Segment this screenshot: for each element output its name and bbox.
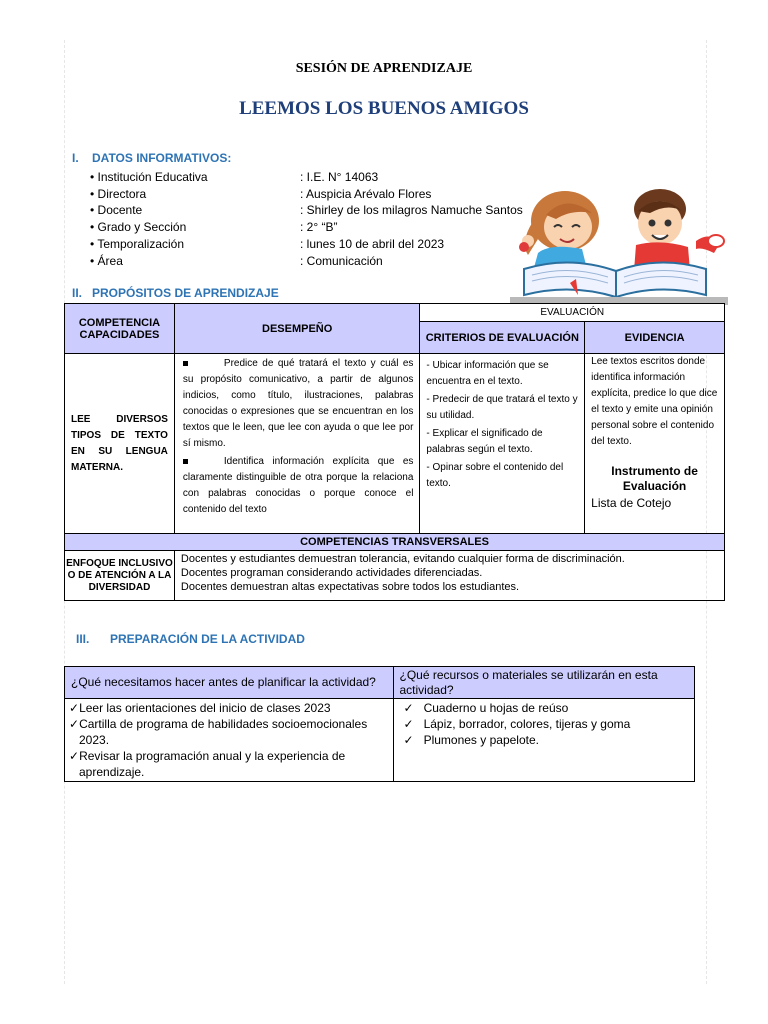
header-evaluacion: EVALUACIÓN xyxy=(420,304,725,322)
resource-item: ✓ Lápiz, borrador, colores, tijeras y goma xyxy=(403,717,631,731)
transversales-header: COMPETENCIAS TRANSVERSALES xyxy=(65,534,725,551)
instrumento-title: Instrumento de Evaluación xyxy=(611,464,698,493)
section-1-title: DATOS INFORMATIVOS: xyxy=(92,151,232,165)
desempeno-cell xyxy=(174,354,420,534)
info-value: : Auspicia Arévalo Flores xyxy=(300,187,432,201)
section-3-number: III. xyxy=(76,632,90,646)
desempeno-text: Predice de qué tratará el texto y cuál es su propósito comunicativo, a partir de algunos indicios, como título, ilustraciones, palabras conocidas o expresiones que se encuentran en los textos que le leen, que lee con ayuda o que lee por sí mismo. xyxy=(182,358,414,449)
resource-item: ✓ Plumones y papelote. xyxy=(403,733,539,747)
section-3-title: PREPARACIÓN DE LA ACTIVIDAD xyxy=(110,632,305,646)
resource-item: ✓ Cuaderno u hojas de reúso xyxy=(403,701,569,715)
lesson-title: LEEMOS LOS BUENOS AMIGOS xyxy=(239,98,529,119)
section-3-heading xyxy=(76,632,305,646)
info-label: • Institución Educativa xyxy=(90,170,208,184)
enfoque-item: Docentes y estudiantes demuestran tolerancia, evitando cualquier forma de discriminación. xyxy=(180,553,625,565)
info-label: • Docente xyxy=(90,203,143,217)
enfoque-cell xyxy=(174,551,724,601)
task-item: ✓Leer las orientaciones del inicio de clases 2023 xyxy=(69,701,331,715)
criterio-item: - Opinar sobre el contenido del texto. xyxy=(426,462,564,489)
session-title: SESIÓN DE APRENDIZAJE xyxy=(295,61,473,76)
info-value: : lunes 10 de abril del 2023 xyxy=(300,237,445,251)
criterios-cell xyxy=(420,354,585,534)
info-label: • Directora xyxy=(90,187,147,201)
section-2-heading xyxy=(72,286,279,300)
criterio-item: - Predecir de que tratará el texto y su utilidad. xyxy=(426,394,578,421)
desempeno-item xyxy=(175,452,420,518)
info-value: : 2° “B” xyxy=(300,220,338,234)
criterio-item: - Explicar el significado de palabras según el texto. xyxy=(426,428,543,455)
section-1-heading xyxy=(72,151,231,165)
task-item: ✓Revisar la programación anual y la experiencia de aprendizaje. xyxy=(69,749,346,779)
desempeno-text: Identifica información explícita que es claramente distinguible de otra porque la relaciona con palabras conocidas o porque conoce el contenido del texto xyxy=(182,456,414,515)
checkmark-icon: ✓ xyxy=(69,749,80,763)
checkmark-icon: ✓ xyxy=(69,717,80,731)
task-item: ✓Cartilla de programa de habilidades socioemocionales 2023. xyxy=(69,717,368,747)
evidencia-text: Lee textos escritos donde identifica información explícita, predice lo que dice el texto y emite una opinión personal sobre el contenido del texto. xyxy=(591,356,718,447)
section-2-number: II. xyxy=(72,286,83,300)
desempeno-item xyxy=(175,354,420,452)
competencia-cell: LEE DIVERSOS TIPOS DE TEXTO EN SU LENGUA MATERNA. xyxy=(65,354,175,534)
checkmark-icon: ✓ xyxy=(69,701,80,715)
square-bullet-icon xyxy=(183,361,188,366)
preparation-header-1: ¿Qué necesitamos hacer antes de planificar la actividad? xyxy=(65,667,394,699)
square-bullet-icon xyxy=(183,459,188,464)
info-value: : Comunicación xyxy=(300,254,383,268)
info-label: • Grado y Sección xyxy=(90,220,187,234)
evidencia-cell xyxy=(585,354,725,534)
criterio-item: - Ubicar información que se encuentra en el texto. xyxy=(426,360,549,387)
section-2-title: PROPÓSITOS DE APRENDIZAJE xyxy=(92,286,279,300)
header-desempeno: DESEMPEÑO xyxy=(174,304,420,354)
preparation-header-2: ¿Qué recursos o materiales se utilizarán en esta actividad? xyxy=(393,667,695,699)
info-label: • Área xyxy=(90,254,123,268)
enfoque-label: ENFOQUE INCLUSIVO O DE ATENCIÓN A LA DIVERSIDAD xyxy=(65,551,175,601)
checkmark-icon: ✓ xyxy=(403,733,414,747)
info-value: : Shirley de los milagros Namuche Santos xyxy=(300,203,523,217)
enfoque-item: Docentes programan considerando actividades diferenciadas. xyxy=(180,567,483,579)
preparation-tasks-cell xyxy=(65,699,394,782)
info-value: : I.E. N° 14063 xyxy=(300,170,379,184)
checkmark-icon: ✓ xyxy=(403,701,414,715)
header-criterios: CRITERIOS DE EVALUACIÓN xyxy=(420,322,585,354)
purposes-table xyxy=(64,303,725,601)
preparation-table xyxy=(64,666,695,782)
section-1-number: I. xyxy=(72,151,79,165)
preparation-resources-cell xyxy=(393,699,695,782)
checkmark-icon: ✓ xyxy=(403,717,414,731)
header-competencia: COMPETENCIA CAPACIDADES xyxy=(65,304,175,354)
header-evidencia: EVIDENCIA xyxy=(585,322,725,354)
instrumento-value: Lista de Cotejo xyxy=(591,496,672,510)
enfoque-item: Docentes demuestran altas expectativas sobre todos los estudiantes. xyxy=(180,581,520,593)
children-reading-illustration xyxy=(510,183,728,305)
info-label: • Temporalización xyxy=(90,237,185,251)
